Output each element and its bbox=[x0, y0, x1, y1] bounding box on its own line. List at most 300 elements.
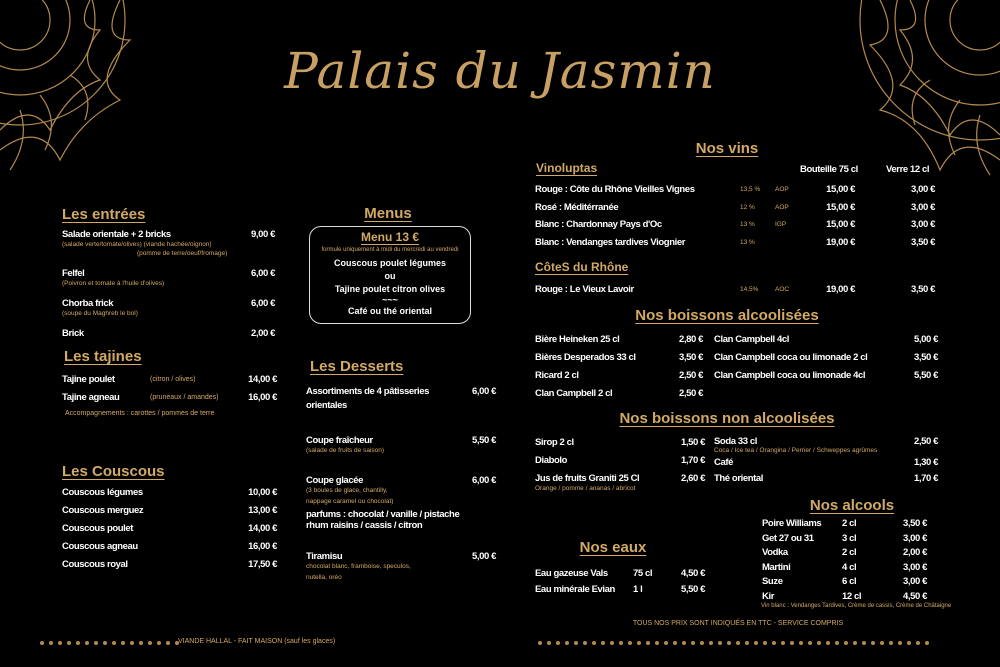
item-glass: 3,50 € bbox=[910, 236, 935, 248]
list-item bbox=[535, 582, 705, 598]
item-price: 5,00 € bbox=[471, 551, 496, 562]
item-name: Rouge : Côte du Rhône Vieilles Vignes bbox=[535, 184, 695, 195]
menu-line-1: Couscous poulet légumes bbox=[333, 258, 447, 268]
item-flavours-line2: rhum raisins / cassis / citron bbox=[306, 520, 423, 531]
item-price: 2,50 € bbox=[678, 370, 703, 381]
dot-icon bbox=[628, 641, 632, 645]
list-item bbox=[62, 226, 275, 258]
item-name: Clan Campbell coca ou limonade 2 cl bbox=[714, 352, 868, 363]
item-price: 5,50 € bbox=[913, 370, 938, 381]
dot-icon bbox=[40, 641, 44, 645]
dot-icon bbox=[76, 641, 80, 645]
item-name: Thé oriental bbox=[714, 473, 764, 484]
entrees-heading: Les entrées bbox=[62, 206, 146, 223]
item-price: 17,50 € bbox=[248, 559, 277, 570]
item-price: 14,00 € bbox=[248, 523, 277, 534]
list-item bbox=[762, 546, 927, 561]
item-name: Vodka bbox=[762, 547, 788, 559]
accompaniment-note: Accompagnements : carottes / pommes de terre bbox=[65, 410, 215, 417]
dot-icon bbox=[727, 641, 731, 645]
item-glass: 3,00 € bbox=[910, 184, 935, 195]
item-name: Couscous légumes bbox=[62, 487, 143, 498]
item-description: Orange / pomme / ananas / abricot bbox=[535, 485, 636, 492]
dot-icon bbox=[709, 641, 713, 645]
footer-dots-left bbox=[40, 641, 179, 645]
dot-icon bbox=[826, 641, 830, 645]
item-row bbox=[535, 470, 705, 488]
item-name: Poire Williams bbox=[762, 518, 822, 529]
item-vol: 2 cl bbox=[842, 518, 857, 529]
item-row bbox=[714, 367, 938, 385]
item-name: Suze bbox=[762, 576, 783, 588]
item-price: 3,00 € bbox=[902, 561, 927, 573]
item-pct: 12 % bbox=[740, 203, 755, 211]
list-item bbox=[535, 566, 705, 582]
item-description: (salade verte/tomate/olives) (viande hachée/oignon) bbox=[62, 241, 212, 248]
item-cls: AOP bbox=[775, 186, 789, 193]
item-price: 5,50 € bbox=[680, 584, 705, 595]
item-pct: 13 % bbox=[740, 238, 755, 246]
dot-icon bbox=[673, 641, 677, 645]
item-name: Rouge : Le Vieux Lavoir bbox=[535, 284, 634, 295]
dot-icon bbox=[691, 641, 695, 645]
tajines-heading: Les tajines bbox=[64, 348, 142, 365]
list-item bbox=[535, 234, 935, 252]
wines-heading: Nos vins bbox=[695, 140, 759, 157]
item-name: Clan Campbell 2 cl bbox=[535, 388, 613, 399]
dot-icon bbox=[889, 641, 893, 645]
menu-box bbox=[309, 226, 471, 324]
item-row bbox=[535, 199, 935, 217]
list-item bbox=[535, 216, 935, 234]
item-price: 4,50 € bbox=[902, 590, 927, 602]
dot-icon bbox=[790, 641, 794, 645]
list-item bbox=[535, 434, 705, 452]
item-name: Chorba frick bbox=[62, 298, 114, 309]
item-row bbox=[714, 434, 938, 450]
item-row bbox=[62, 295, 275, 313]
item-price: 3,50 € bbox=[902, 518, 927, 529]
item-row bbox=[62, 371, 277, 389]
item-name: Blanc : Chardonnay Pays d'Oc bbox=[535, 219, 662, 230]
item-price: 5,50 € bbox=[471, 435, 496, 446]
item-row bbox=[762, 546, 927, 561]
item-row bbox=[306, 432, 496, 450]
list-item bbox=[535, 181, 935, 199]
item-name: Couscous merguez bbox=[62, 505, 144, 516]
dot-icon bbox=[547, 641, 551, 645]
list-item bbox=[762, 561, 927, 576]
item-name: Sirop 2 cl bbox=[535, 437, 574, 448]
dot-icon bbox=[601, 641, 605, 645]
item-price: 2,60 € bbox=[680, 473, 705, 484]
dot-icon bbox=[682, 641, 686, 645]
dot-icon bbox=[871, 641, 875, 645]
item-price: 3,50 € bbox=[678, 352, 703, 363]
item-detail: (citron / olives) bbox=[150, 376, 196, 383]
list-item bbox=[714, 434, 938, 455]
dot-icon bbox=[130, 641, 134, 645]
item-name: Clan Campbell 4cl bbox=[714, 334, 790, 345]
item-cls: AOC bbox=[775, 286, 790, 293]
dot-icon bbox=[844, 641, 848, 645]
list-item bbox=[62, 371, 277, 389]
cotes-du-rhone-list bbox=[535, 281, 935, 299]
item-price: 14,00 € bbox=[248, 374, 277, 385]
menu-condition: formule uniquement à midi du mercredi au vendredi bbox=[321, 247, 459, 253]
waters-list bbox=[535, 566, 705, 598]
item-row bbox=[62, 265, 275, 283]
list-item bbox=[714, 367, 938, 385]
menu-separator: ~~~ bbox=[382, 295, 398, 305]
alcoholic-left-list bbox=[535, 331, 703, 403]
item-row bbox=[62, 538, 277, 556]
dot-icon bbox=[880, 641, 884, 645]
list-item bbox=[714, 331, 938, 349]
item-row bbox=[535, 452, 705, 470]
item-price: 2,00 € bbox=[902, 547, 927, 559]
item-row bbox=[535, 281, 935, 299]
item-price: 5,00 € bbox=[913, 334, 938, 345]
item-price: 13,00 € bbox=[248, 505, 277, 516]
item-name: Brick bbox=[62, 328, 84, 339]
list-item bbox=[714, 471, 938, 487]
list-item bbox=[535, 385, 703, 403]
dot-icon bbox=[907, 641, 911, 645]
item-row bbox=[535, 566, 705, 582]
item-pct: 13 % bbox=[740, 221, 755, 228]
entrees-list bbox=[62, 226, 275, 350]
dot-icon bbox=[637, 641, 641, 645]
footer-dots-right bbox=[538, 641, 929, 645]
dot-icon bbox=[916, 641, 920, 645]
item-row bbox=[306, 548, 496, 566]
item-row bbox=[62, 484, 277, 502]
soft-left-list bbox=[535, 434, 705, 493]
item-vol: 3 cl bbox=[842, 532, 857, 544]
dot-icon bbox=[94, 641, 98, 645]
item-description: (soupe du Maghreb le bol) bbox=[62, 310, 138, 317]
spirits-heading: Nos alcools bbox=[809, 497, 895, 514]
item-name: Bières Desperados 33 cl bbox=[535, 352, 636, 363]
item-row bbox=[62, 389, 277, 407]
item-glass: 3,50 € bbox=[910, 284, 935, 295]
dot-icon bbox=[808, 641, 812, 645]
item-glass: 3,00 € bbox=[910, 201, 935, 213]
item-description-line2: nappage caramel ou chocolat) bbox=[306, 498, 394, 505]
item-name: Bière Heineken 25 cl bbox=[535, 334, 620, 345]
dot-icon bbox=[112, 641, 116, 645]
menu-or: ou bbox=[384, 271, 396, 281]
wine-column-headers bbox=[800, 161, 940, 179]
item-bottle: 15,00 € bbox=[826, 219, 855, 230]
list-item bbox=[762, 517, 927, 532]
kir-note: Vin blanc : Vendanges Tardives, Crème de cassis, Crème de Châtaigne bbox=[761, 603, 952, 609]
dot-icon bbox=[772, 641, 776, 645]
dot-icon bbox=[799, 641, 803, 645]
dot-icon bbox=[745, 641, 749, 645]
item-bottle: 19,00 € bbox=[826, 284, 855, 295]
item-name: Get 27 ou 31 bbox=[762, 532, 814, 544]
dot-icon bbox=[157, 641, 161, 645]
list-item bbox=[714, 455, 938, 471]
dot-icon bbox=[49, 641, 53, 645]
alcoholic-drinks-heading: Nos boissons alcoolisées bbox=[635, 307, 819, 324]
dot-icon bbox=[148, 641, 152, 645]
item-row bbox=[535, 434, 705, 452]
item-name: Diabolo bbox=[535, 455, 568, 466]
item-row bbox=[714, 349, 938, 367]
item-row bbox=[306, 472, 496, 490]
item-name: Kir bbox=[762, 590, 774, 602]
item-price: 16,00 € bbox=[248, 541, 277, 552]
couscous-heading: Les Couscous bbox=[62, 463, 165, 480]
item-row bbox=[535, 582, 705, 598]
list-item bbox=[535, 470, 705, 493]
cotes-du-rhone-heading: CôteS du Rhône bbox=[535, 260, 629, 274]
menu-line-2: Tajine poulet citron olives bbox=[334, 284, 446, 294]
item-pct: 14,5% bbox=[740, 286, 759, 293]
list-item bbox=[535, 199, 935, 217]
item-row bbox=[762, 532, 927, 547]
item-price: 2,50 € bbox=[913, 436, 938, 447]
item-glass: 3,00 € bbox=[910, 219, 935, 230]
list-item bbox=[62, 325, 275, 343]
item-bottle: 15,00 € bbox=[826, 184, 855, 195]
glass-column-header: Verre 12 cl bbox=[886, 164, 930, 175]
item-row bbox=[62, 520, 277, 538]
item-price: 3,50 € bbox=[913, 352, 938, 363]
item-row bbox=[535, 385, 703, 403]
list-item bbox=[535, 281, 935, 299]
footer-note: VIANDE HALLAL - FAIT MAISON (sauf les glaces) bbox=[178, 638, 336, 645]
item-row bbox=[762, 575, 927, 590]
item-price: 6,00 € bbox=[250, 298, 275, 309]
item-row bbox=[535, 367, 703, 385]
item-row bbox=[62, 325, 275, 343]
dot-icon bbox=[592, 641, 596, 645]
desserts-list bbox=[306, 383, 496, 599]
item-price: 3,00 € bbox=[902, 576, 927, 588]
wines-list bbox=[535, 181, 935, 251]
list-item bbox=[306, 548, 496, 582]
item-name: Coupe fraîcheur bbox=[306, 435, 373, 446]
restaurant-title: Palais du Jasmin bbox=[284, 42, 716, 100]
item-price: 1,50 € bbox=[680, 437, 705, 448]
item-name: Café bbox=[714, 457, 733, 468]
item-price: 2,50 € bbox=[678, 388, 703, 399]
soft-drinks-heading: Nos boissons non alcoolisées bbox=[619, 410, 835, 427]
item-vol: 12 cl bbox=[842, 590, 862, 602]
dot-icon bbox=[67, 641, 71, 645]
item-name: Assortiments de 4 pâtisseries bbox=[306, 386, 430, 397]
item-row bbox=[535, 331, 703, 349]
item-name: Jus de fruits Graniti 25 Cl bbox=[535, 473, 640, 484]
dot-icon bbox=[763, 641, 767, 645]
item-vol: 4 cl bbox=[842, 561, 857, 573]
dot-icon bbox=[781, 641, 785, 645]
waters-heading: Nos eaux bbox=[579, 539, 647, 556]
item-name: Rosé : Méditérranée bbox=[535, 201, 619, 213]
item-name: Couscous royal bbox=[62, 559, 128, 570]
list-item bbox=[535, 331, 703, 349]
dot-icon bbox=[565, 641, 569, 645]
item-bottle: 15,00 € bbox=[826, 201, 855, 213]
item-description: (3 boules de glace, chantilly, bbox=[306, 487, 388, 494]
item-detail: (pruneaux / amandes) bbox=[150, 394, 219, 401]
dot-icon bbox=[103, 641, 107, 645]
item-price: 9,00 € bbox=[250, 229, 275, 240]
dot-icon bbox=[610, 641, 614, 645]
item-vol: 75 cl bbox=[633, 568, 653, 579]
dot-icon bbox=[718, 641, 722, 645]
item-name: Couscous agneau bbox=[62, 541, 138, 552]
list-item bbox=[62, 265, 275, 288]
item-price: 6,00 € bbox=[471, 386, 496, 397]
item-row bbox=[762, 517, 927, 532]
list-item bbox=[535, 367, 703, 385]
item-price: 2,00 € bbox=[250, 328, 275, 339]
dot-icon bbox=[58, 641, 62, 645]
item-price: 4,50 € bbox=[680, 568, 705, 579]
item-price: 6,00 € bbox=[471, 475, 496, 486]
item-price: 1,30 € bbox=[913, 457, 938, 468]
item-name: Coupe glacée bbox=[306, 475, 363, 486]
dot-icon bbox=[754, 641, 758, 645]
list-item bbox=[62, 520, 277, 538]
list-item bbox=[714, 349, 938, 367]
dot-icon bbox=[925, 641, 929, 645]
item-row bbox=[535, 234, 935, 252]
soft-right-list bbox=[714, 434, 938, 487]
item-price: 2,80 € bbox=[678, 334, 703, 345]
item-row bbox=[714, 471, 938, 487]
dot-icon bbox=[166, 641, 170, 645]
dot-icon bbox=[121, 641, 125, 645]
item-row bbox=[62, 226, 275, 244]
item-name: Felfel bbox=[62, 268, 85, 279]
spirits-list bbox=[762, 517, 927, 605]
item-description: (Poivron et tomate à l'huile d'olives) bbox=[62, 280, 165, 287]
item-flavours: parfums : chocolat / vanille / pistache bbox=[306, 509, 460, 520]
vinoluptas-heading: Vinoluptas bbox=[536, 161, 598, 175]
list-item bbox=[62, 538, 277, 556]
item-vol: 2 cl bbox=[842, 547, 857, 559]
item-name: Salade orientale + 2 bricks bbox=[62, 229, 171, 240]
item-name-line2: orientales bbox=[306, 400, 347, 411]
item-row bbox=[762, 561, 927, 576]
list-item bbox=[62, 389, 277, 407]
item-description: Coca / Ice tea / Orangina / Perrier / Schweppes agrûmes bbox=[714, 447, 878, 454]
dot-icon bbox=[853, 641, 857, 645]
list-item bbox=[306, 472, 496, 531]
item-name: Tiramisu bbox=[306, 551, 343, 562]
item-description: chocolat blanc, framboise, speculos, bbox=[306, 563, 411, 570]
item-name: Tajine poulet bbox=[62, 374, 115, 385]
dot-icon bbox=[862, 641, 866, 645]
item-name: Martini bbox=[762, 561, 791, 573]
desserts-heading: Les Desserts bbox=[310, 358, 404, 375]
item-description-line2: nutella, oréo bbox=[306, 574, 342, 581]
dot-icon bbox=[574, 641, 578, 645]
list-item bbox=[62, 556, 277, 574]
dot-icon bbox=[898, 641, 902, 645]
item-row bbox=[714, 331, 938, 349]
dot-icon bbox=[556, 641, 560, 645]
menus-heading: Menus bbox=[364, 205, 412, 222]
item-name: Soda 33 cl bbox=[714, 436, 757, 447]
item-name: Couscous poulet bbox=[62, 523, 134, 534]
item-name: Tajine agneau bbox=[62, 392, 120, 403]
item-vol: 1 l bbox=[633, 584, 643, 595]
item-row bbox=[535, 216, 935, 234]
list-item bbox=[762, 575, 927, 590]
list-item bbox=[306, 432, 496, 455]
item-price: 1,70 € bbox=[913, 473, 938, 484]
dot-icon bbox=[700, 641, 704, 645]
item-pct: 13,5 % bbox=[740, 186, 761, 193]
tajines-list bbox=[62, 371, 277, 407]
list-item bbox=[62, 295, 275, 318]
item-row bbox=[714, 455, 938, 471]
menu-price-title: Menu 13 € bbox=[360, 230, 420, 244]
dot-icon bbox=[538, 641, 542, 645]
dot-icon bbox=[583, 641, 587, 645]
couscous-list bbox=[62, 484, 277, 574]
dot-icon bbox=[736, 641, 740, 645]
item-name: Eau minérale Evian bbox=[535, 584, 615, 595]
alcoholic-right-list bbox=[714, 331, 938, 385]
item-name: Blanc : Vendanges tardives Viognier bbox=[535, 236, 686, 248]
dot-icon bbox=[664, 641, 668, 645]
item-description: (salade de fruits de saison) bbox=[306, 447, 385, 454]
item-price: 1,70 € bbox=[680, 455, 705, 466]
item-cls: IGP bbox=[775, 221, 787, 228]
list-item bbox=[62, 484, 277, 502]
list-item bbox=[762, 532, 927, 547]
item-price: 10,00 € bbox=[248, 487, 277, 498]
item-row bbox=[535, 349, 703, 367]
list-item bbox=[62, 502, 277, 520]
list-item bbox=[535, 452, 705, 470]
item-cls: AOP bbox=[775, 203, 789, 211]
dot-icon bbox=[817, 641, 821, 645]
dot-icon bbox=[646, 641, 650, 645]
item-bottle: 19,00 € bbox=[826, 236, 855, 248]
item-price: 16,00 € bbox=[248, 392, 277, 403]
item-name: Clan Campbell coca ou limonade 4cl bbox=[714, 370, 866, 381]
dot-icon bbox=[619, 641, 623, 645]
menu-line-3: Café ou thé oriental bbox=[347, 306, 432, 316]
list-item bbox=[535, 349, 703, 367]
item-name: Eau gazeuse Vals bbox=[535, 568, 608, 579]
item-description-line2: (pomme de terre/oeuf/fromage) bbox=[137, 250, 228, 257]
item-price: 6,00 € bbox=[250, 268, 275, 279]
dot-icon bbox=[835, 641, 839, 645]
dot-icon bbox=[85, 641, 89, 645]
item-row bbox=[535, 181, 935, 199]
list-item bbox=[306, 383, 496, 415]
item-price: 3,00 € bbox=[902, 532, 927, 544]
dot-icon bbox=[139, 641, 143, 645]
item-row bbox=[62, 502, 277, 520]
item-row bbox=[62, 556, 277, 574]
item-name: Ricard 2 cl bbox=[535, 370, 579, 381]
bottle-column-header: Bouteille 75 cl bbox=[800, 164, 858, 175]
dot-icon bbox=[655, 641, 659, 645]
item-vol: 6 cl bbox=[842, 576, 857, 588]
ttc-note: TOUS NOS PRIX SONT INDIQUÉS EN TTC - SERVICE COMPRIS bbox=[632, 620, 844, 627]
